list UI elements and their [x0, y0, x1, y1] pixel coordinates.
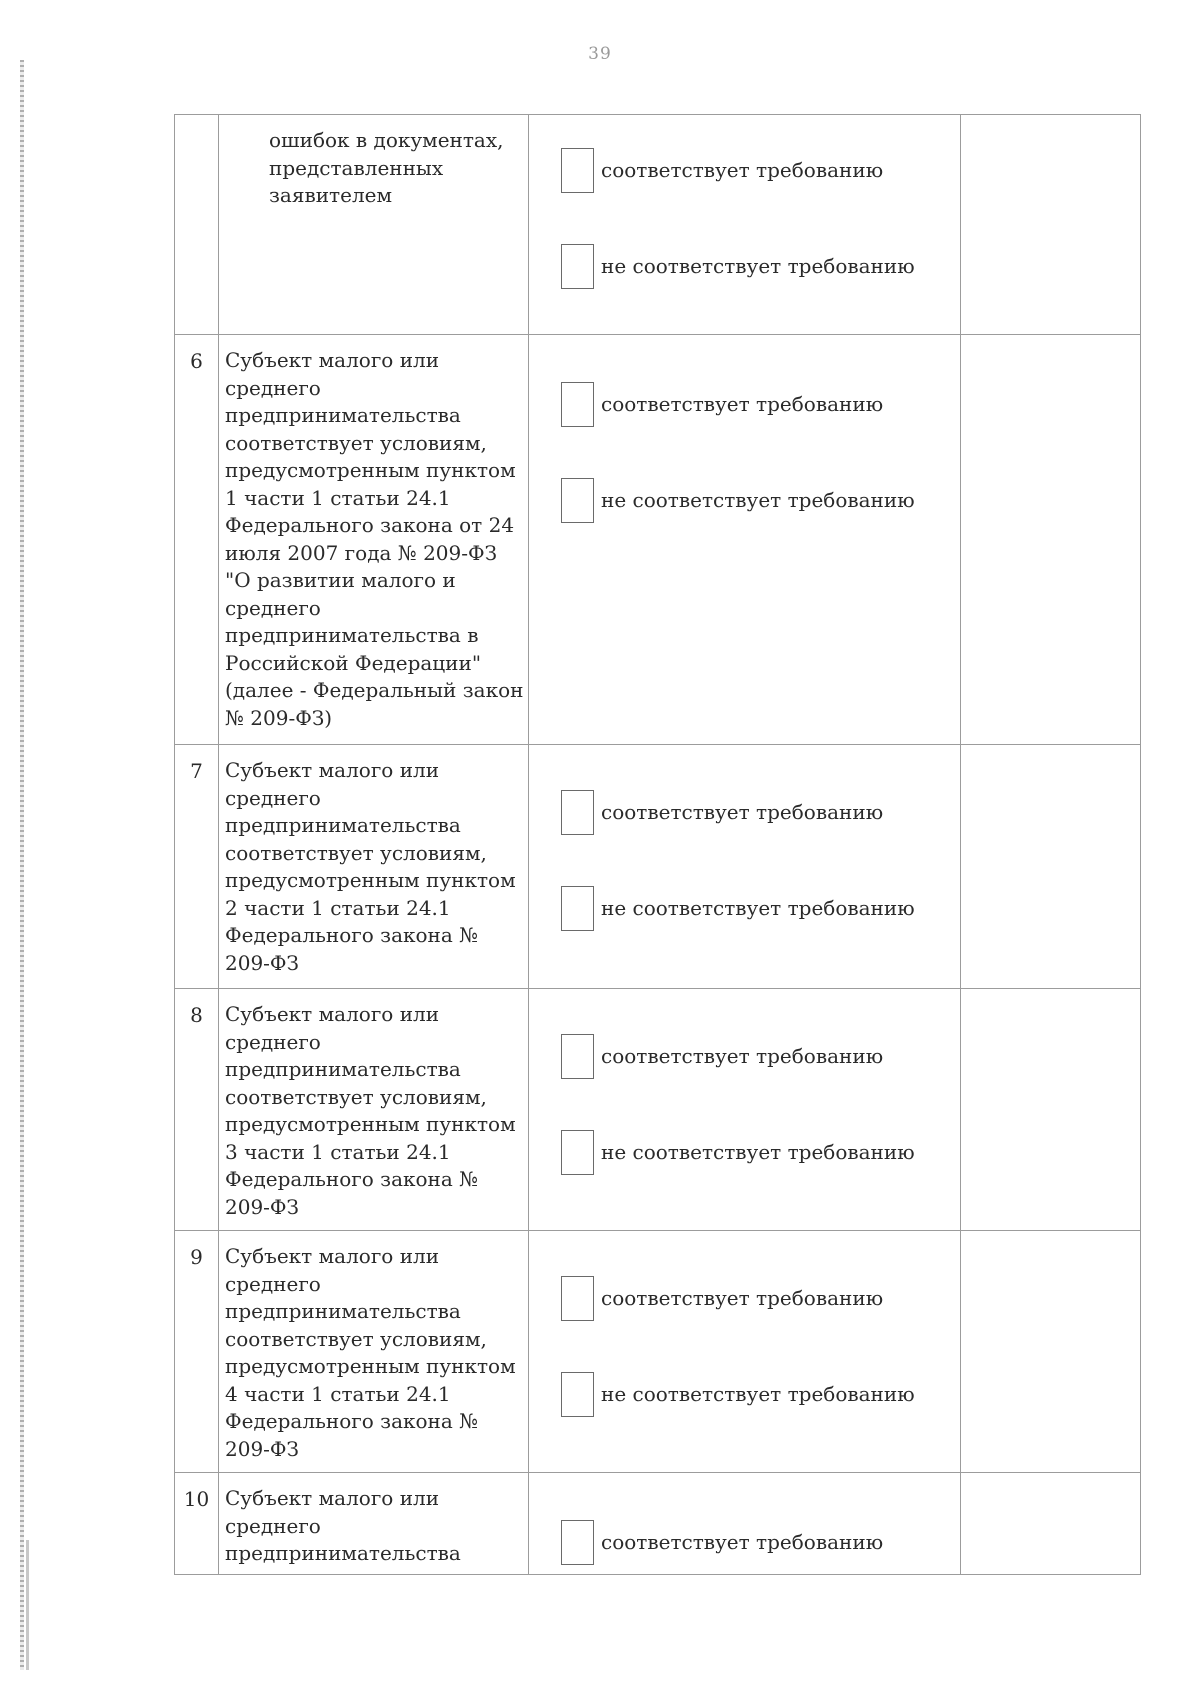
criterion-text: Субъект малого или среднего предпринимательства соответствует условиям, предусмотренным пунктом 4 части 1 статьи 24.1 Федерального закона № 209-ФЗ: [219, 1231, 529, 1473]
notes-cell: [961, 115, 1141, 335]
table-row: [175, 1231, 1141, 1473]
checkbox[interactable]: [561, 148, 594, 193]
criterion-text: Субъект малого или среднего предпринимательства соответствует условиям, предусмотренным пунктом 3 части 1 статьи 24.1 Федерального закона № 209-ФЗ: [219, 989, 529, 1231]
checkbox[interactable]: [561, 790, 594, 835]
option-complies[interactable]: [561, 379, 960, 429]
options-cell: [529, 989, 961, 1231]
row-number: 8: [175, 989, 219, 1231]
row-number: 10: [175, 1473, 219, 1575]
notes-cell: [961, 745, 1141, 989]
option-not-complies[interactable]: [561, 475, 960, 525]
option-complies[interactable]: [561, 1273, 960, 1323]
option-label: соответствует требованию: [601, 1530, 884, 1554]
checkbox[interactable]: [561, 244, 594, 289]
option-complies[interactable]: [561, 787, 960, 837]
scan-edge-artifact: [26, 1540, 29, 1670]
option-label: не соответствует требованию: [601, 1140, 915, 1164]
option-label: не соответствует требованию: [601, 896, 915, 920]
options-cell: [529, 1473, 961, 1575]
option-label: не соответствует требованию: [601, 1382, 915, 1406]
checkbox[interactable]: [561, 886, 594, 931]
notes-cell: [961, 1473, 1141, 1575]
option-label: соответствует требованию: [601, 800, 884, 824]
options-cell: [529, 745, 961, 989]
checkbox[interactable]: [561, 1130, 594, 1175]
table-row: [175, 1473, 1141, 1575]
option-not-complies[interactable]: [561, 1127, 960, 1177]
criterion-text: [219, 115, 529, 335]
option-complies[interactable]: [561, 145, 960, 195]
criterion-text: Субъект малого или среднего предпринимательства соответствует условиям, предусмотренным пунктом 2 части 1 статьи 24.1 Федерального закона № 209-ФЗ: [219, 745, 529, 989]
option-label: соответствует требованию: [601, 1286, 884, 1310]
options-cell: [529, 115, 961, 335]
option-not-complies[interactable]: [561, 883, 960, 933]
option-label: соответствует требованию: [601, 392, 884, 416]
checkbox[interactable]: [561, 1034, 594, 1079]
checkbox[interactable]: [561, 1372, 594, 1417]
table-row: [175, 115, 1141, 335]
criterion-text: ошибок в документах, представленных заявителем: [269, 128, 504, 207]
checklist-table: [174, 114, 1141, 1575]
checkbox[interactable]: [561, 382, 594, 427]
row-number: 9: [175, 1231, 219, 1473]
table-row: [175, 745, 1141, 989]
page-number: 39: [588, 44, 612, 64]
notes-cell: [961, 989, 1141, 1231]
notes-cell: [961, 1231, 1141, 1473]
scan-edge-artifact: [20, 60, 24, 1670]
options-cell: [529, 1231, 961, 1473]
option-not-complies[interactable]: [561, 1369, 960, 1419]
checkbox[interactable]: [561, 1276, 594, 1321]
option-label: не соответствует требованию: [601, 254, 915, 278]
checkbox[interactable]: [561, 478, 594, 523]
option-complies[interactable]: [561, 1031, 960, 1081]
options-cell: [529, 335, 961, 745]
checkbox[interactable]: [561, 1520, 594, 1565]
table-row: [175, 989, 1141, 1231]
option-label: не соответствует требованию: [601, 488, 915, 512]
option-complies[interactable]: [561, 1517, 960, 1567]
option-label: соответствует требованию: [601, 1044, 884, 1068]
criterion-text: Субъект малого или среднего предпринимательства: [219, 1473, 529, 1575]
option-label: соответствует требованию: [601, 158, 884, 182]
row-number: 7: [175, 745, 219, 989]
row-number: 6: [175, 335, 219, 745]
row-number: [175, 115, 219, 335]
option-not-complies[interactable]: [561, 241, 960, 291]
criterion-text: Субъект малого или среднего предпринимательства соответствует условиям, предусмотренным пунктом 1 части 1 статьи 24.1 Федерального закона от 24 июля 2007 года № 209-ФЗ "О развитии малого и среднего предпринимательства в Российской Федерации" (далее - Федеральный закон № 209-ФЗ): [219, 335, 529, 745]
table-row: [175, 335, 1141, 745]
notes-cell: [961, 335, 1141, 745]
